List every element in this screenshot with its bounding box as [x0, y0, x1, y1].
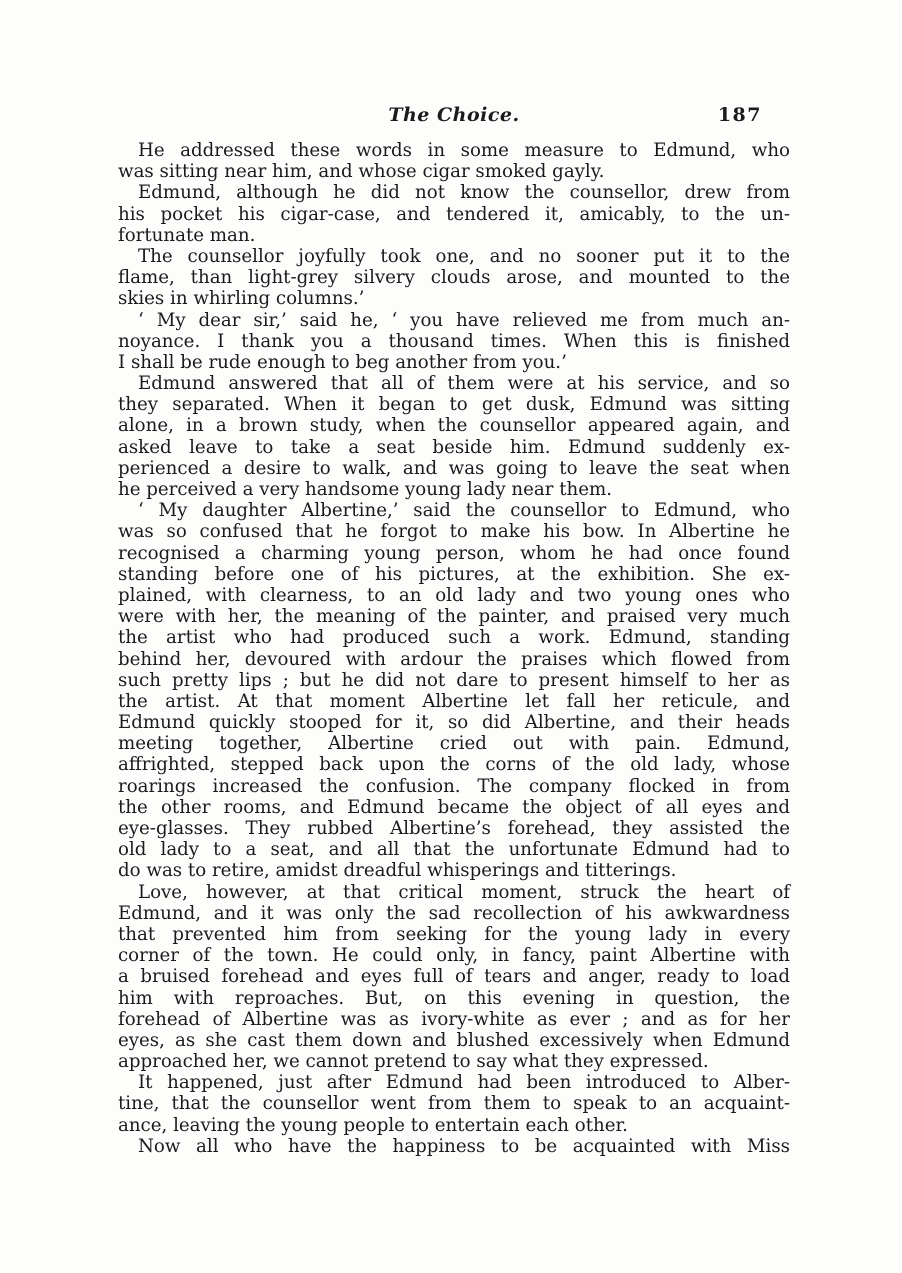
- text-line: Edmund, and it was only the sad recollection of his awkwardness: [118, 902, 790, 924]
- text-line: Edmund quickly stooped for it, so did Albertine, and their heads: [118, 712, 790, 734]
- text-line: his pocket his cigar-case, and tendered it, amicably, to the un-: [118, 203, 790, 225]
- text-line: perienced a desire to walk, and was going to leave the seat when: [118, 457, 790, 479]
- paragraph: [118, 310, 790, 374]
- text-line: standing before one of his pictures, at the exhibition. She ex-: [118, 563, 790, 585]
- paragraph: [118, 182, 790, 246]
- text-line: ance, leaving the young people to entertain each other.: [118, 1114, 628, 1136]
- paragraph: [118, 882, 790, 1073]
- text-line: was so confused that he forgot to make his bow. In Albertine he: [118, 521, 790, 543]
- paragraph: [118, 1136, 790, 1157]
- text-line: behind her, devoured with ardour the praises which flowed from: [118, 648, 790, 670]
- text-line: I shall be rude enough to beg another from you.’: [118, 351, 567, 373]
- text-line: such pretty lips ; but he did not dare to present himself to her as: [118, 669, 790, 691]
- running-title: The Choice.: [388, 104, 520, 126]
- text-line: Edmund answered that all of them were at his service, and so: [138, 373, 790, 395]
- body-text: [118, 140, 790, 1157]
- text-line: Edmund, although he did not know the counsellor, drew from: [138, 182, 790, 204]
- text-line: meeting together, Albertine cried out with pain. Edmund,: [118, 733, 790, 755]
- text-line: corner of the town. He could only, in fancy, paint Albertine with: [118, 945, 790, 967]
- text-line: ‘ My daughter Albertine,’ said the counsellor to Edmund, who: [138, 500, 790, 522]
- text-line: noyance. I thank you a thousand times. When this is finished: [118, 330, 790, 352]
- paragraph: [118, 246, 790, 310]
- text-line: approached her, we cannot pretend to say what they expressed.: [118, 1051, 709, 1073]
- text-line: old lady to a seat, and all that the unfortunate Edmund had to: [118, 839, 790, 861]
- text-line: It happened, just after Edmund had been introduced to Alber-: [138, 1072, 790, 1094]
- text-line: he perceived a very handsome young lady near them.: [118, 479, 613, 500]
- text-line: ‘ My dear sir,’ said he, ‘ you have relieved me from much an-: [138, 309, 790, 331]
- paragraph: [118, 140, 790, 182]
- text-line: tine, that the counsellor went from them to speak to an acquaint-: [118, 1093, 790, 1115]
- text-line: The counsellor joyfully took one, and no sooner put it to the: [138, 245, 790, 267]
- text-line: Now all who have the happiness to be acquainted with Miss: [138, 1135, 790, 1157]
- text-line: that prevented him from seeking for the young lady in every: [118, 923, 790, 945]
- text-line: fortunate man.: [118, 224, 256, 246]
- paragraph: [118, 500, 790, 881]
- text-line: forehead of Albertine was as ivory-white as ever ; and as for her: [118, 1008, 790, 1030]
- text-line: were with her, the meaning of the painter, and praised very much: [118, 606, 790, 628]
- text-line: Love, however, at that critical moment, struck the heart of: [138, 881, 790, 903]
- text-line: recognised a charming young person, whom he had once found: [118, 542, 790, 564]
- text-line: eye-glasses. They rubbed Albertine’s forehead, they assisted the: [118, 818, 790, 839]
- text-line: alone, in a brown study, when the counsellor appeared again, and: [118, 415, 790, 437]
- text-line: roarings increased the confusion. The company flocked in from: [118, 775, 790, 797]
- text-line: a bruised forehead and eyes full of tears and anger, ready to load: [118, 966, 790, 988]
- page-number: 187: [717, 104, 762, 126]
- text-line: they separated. When it began to get dusk, Edmund was sitting: [118, 394, 790, 416]
- text-line: the other rooms, and Edmund became the object of all eyes and: [118, 796, 790, 818]
- text-line: the artist who had produced such a work. Edmund, standing: [118, 627, 790, 649]
- text-line: He addressed these words in some measure to Edmund, who: [138, 140, 790, 161]
- text-line: the artist. At that moment Albertine let fall her reticule, and: [118, 690, 790, 712]
- text-line: plained, with clearness, to an old lady and two young ones who: [118, 584, 790, 606]
- paragraph: [118, 373, 790, 500]
- text-line: was sitting near him, and whose cigar smoked gayly.: [118, 161, 605, 183]
- text-line: eyes, as she cast them down and blushed excessively when Edmund: [118, 1029, 790, 1051]
- page-header: [118, 104, 790, 130]
- paragraph: [118, 1072, 790, 1136]
- text-line: do was to retire, amidst dreadful whisperings and titterings.: [118, 860, 677, 882]
- text-line: asked leave to take a seat beside him. Edmund suddenly ex-: [118, 436, 790, 458]
- text-line: flame, than light-grey silvery clouds arose, and mounted to the: [118, 267, 790, 289]
- text-line: him with reproaches. But, on this evening in question, the: [118, 987, 790, 1009]
- text-line: skies in whirling columns.’: [118, 288, 365, 310]
- text-line: affrighted, stepped back upon the corns of the old lady, whose: [118, 754, 790, 776]
